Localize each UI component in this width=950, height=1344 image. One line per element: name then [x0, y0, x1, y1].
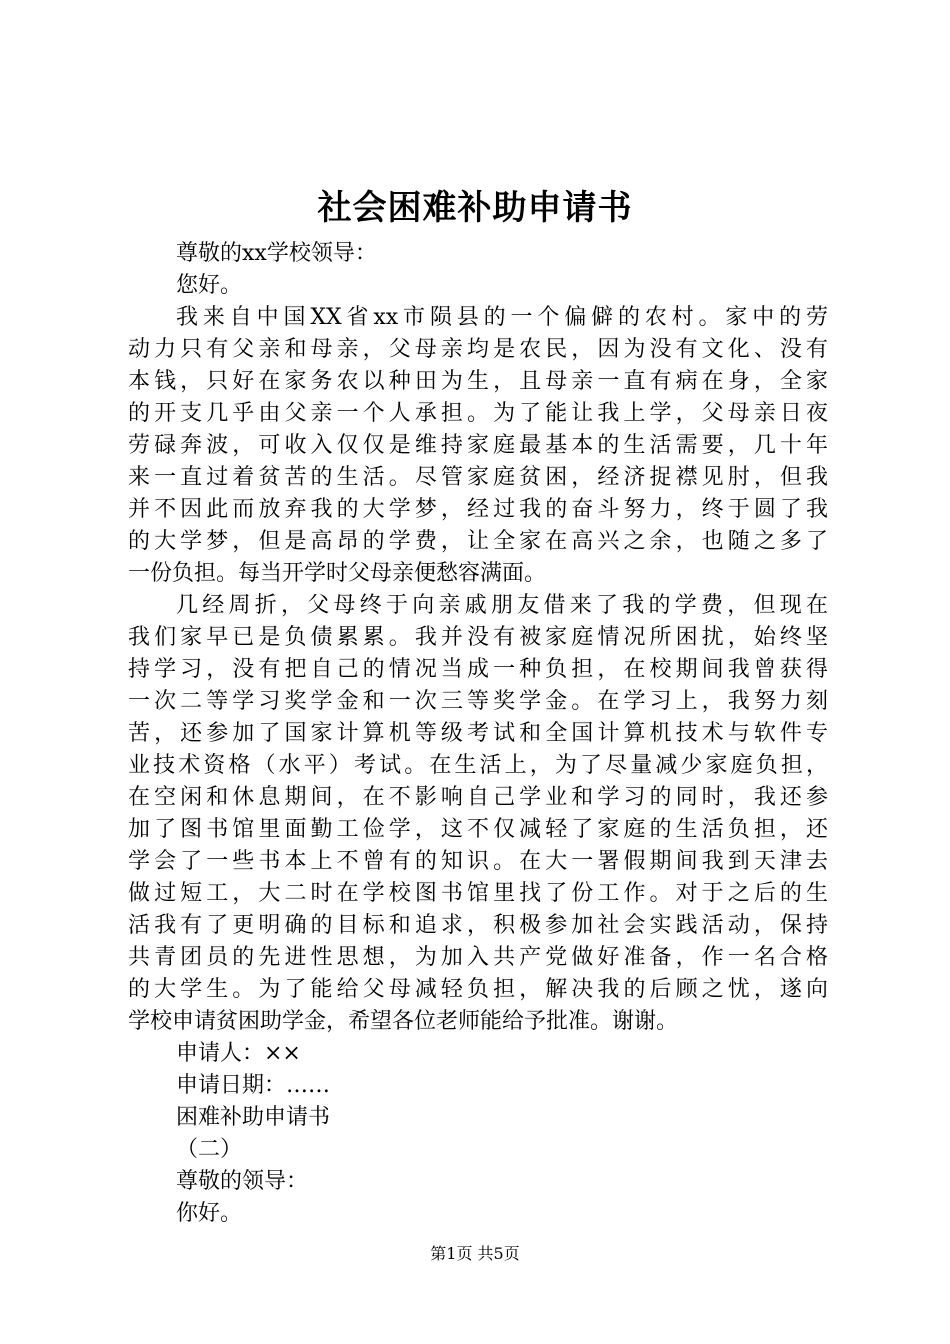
document-title: 社会困难补助申请书 [317, 188, 633, 228]
text-line: 的大学梦，但是高昂的学费，让全家在高兴之余，也随之多了 [128, 529, 828, 554]
text-line: 来一直过着贫苦的生活。尽管家庭贫困，经济捉襟见肘，但我 [128, 465, 828, 490]
text-line: 学会了一些书本上不曾有的知识。在大一署假期间我到天津去 [128, 849, 828, 874]
document-body [128, 238, 828, 1230]
text-line: 劳碌奔波，可收入仅仅是维持家庭最基本的生活需要，几十年 [128, 433, 828, 458]
text-line: 几经周折，父母终于向亲戚朋友借来了我的学费，但现在 [176, 593, 828, 618]
text-line: 在空闲和休息期间，在不影响自己学业和学习的同时，我还参 [128, 785, 828, 810]
text-line: 共青团员的先进性思想，为加入共产党做好准备，作一名合格 [128, 945, 828, 970]
text-line: 的开支几乎由父亲一个人承担。为了能让我上学，父母亲日夜 [128, 401, 828, 426]
text-line: 苦，还参加了国家计算机等级考试和全国计算机技术与软件专 [128, 721, 828, 746]
text-line: 我来自中国XX省xx市陨县的一个偏僻的农村。家中的劳 [176, 305, 828, 330]
text-line: 做过短工，大二时在学校图书馆里找了份工作。对于之后的生 [128, 881, 828, 906]
text-line: 一份负担。每当开学时父母亲便愁容满面。 [128, 561, 547, 586]
text-line: 你好。 [176, 1201, 243, 1226]
text-line: 并不因此而放弃我的大学梦，经过我的奋斗努力，终于圆了我 [128, 497, 828, 522]
text-line: 困难补助申请书 [176, 1105, 331, 1130]
text-line: 我们家早已是负债累累。我并没有被家庭情况所困扰，始终坚 [128, 625, 828, 650]
text-line: 学校申请贫困助学金，希望各位老师能给予批准。谢谢。 [128, 1009, 679, 1034]
text-line: 动力只有父亲和母亲，父母亲均是农民，因为没有文化、没有 [128, 337, 828, 362]
text-line: 尊敬的领导： [176, 1169, 309, 1194]
text-line: （二） [176, 1137, 243, 1162]
text-line: 持学习，没有把自己的情况当成一种负担，在校期间我曾获得 [128, 657, 828, 682]
text-line: 申请人：×× [176, 1041, 301, 1066]
text-line: 活我有了更明确的目标和追求，积极参加社会实践活动，保持 [128, 913, 828, 938]
text-line: 加了图书馆里面勤工俭学，这不仅减轻了家庭的生活负担，还 [128, 817, 828, 842]
text-line: 您好。 [176, 273, 243, 298]
text-line: 的大学生。为了能给父母减轻负担，解决我的后顾之忧，遂向 [128, 977, 828, 1002]
text-line: 本钱，只好在家务农以种田为生，且母亲一直有病在身，全家 [128, 369, 828, 394]
text-line: 申请日期：…… [176, 1073, 331, 1098]
page-footer: 第1页 共5页 [430, 1244, 520, 1263]
text-line: 业技术资格（水平）考试。在生活上，为了尽量减少家庭负担， [128, 753, 828, 778]
text-line: 尊敬的xx学校领导： [176, 241, 377, 266]
text-line: 一次二等学习奖学金和一次三等奖学金。在学习上，我努力刻 [128, 689, 828, 714]
